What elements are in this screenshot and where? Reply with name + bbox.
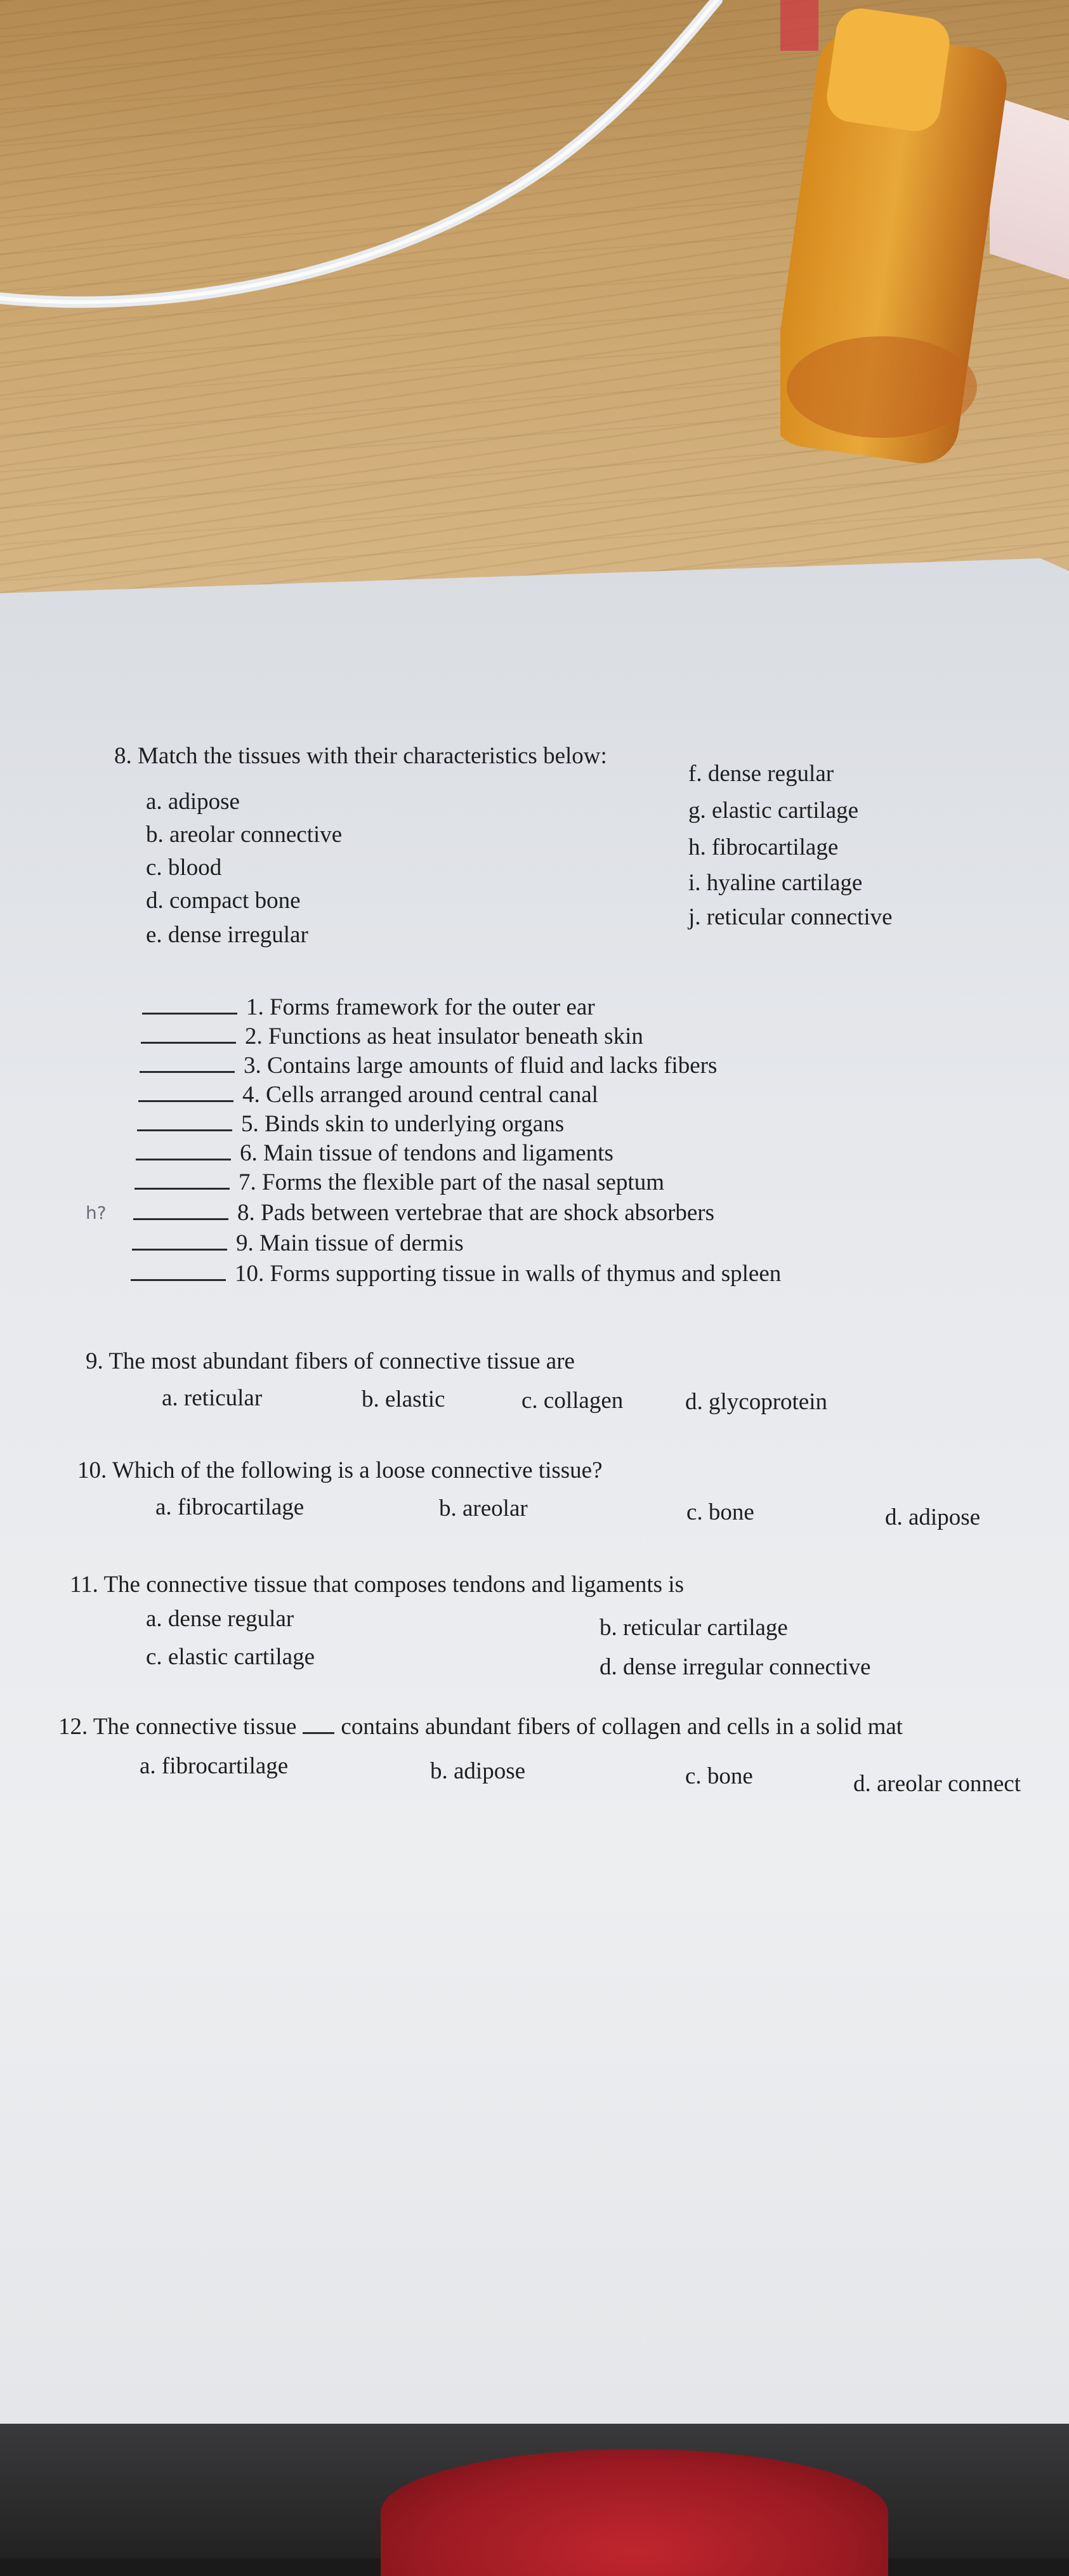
q8-statement: 4. Cells arranged around central canal [138,1081,598,1109]
q8-right-option: g. elastic cartilage [688,798,859,824]
q8-right-option: h. fibrocartilage [688,834,839,860]
answer-blank[interactable] [134,1169,230,1190]
q11-option[interactable]: a. dense regular [146,1606,294,1632]
q8-right-option: i. hyaline cartilage [688,870,863,896]
answer-blank[interactable] [131,1260,226,1281]
q11-option[interactable]: c. elastic cartilage [146,1644,315,1670]
q8-statement: 6. Main tissue of tendons and ligaments [136,1140,613,1167]
q10-option[interactable]: d. adipose [885,1504,981,1530]
answer-blank[interactable] [303,1714,334,1734]
q12-option[interactable]: b. adipose [430,1758,526,1784]
q9-option[interactable]: b. elastic [362,1386,445,1412]
q8-statement: 10. Forms supporting tissue in walls of thymus and spleen [131,1260,781,1288]
q8-statement: 2. Functions as heat insulator beneath skin [141,1023,643,1051]
q9-option[interactable]: a. reticular [162,1385,263,1411]
q10-stem: 10. Which of the following is a loose connective tissue? [77,1457,603,1483]
q8-left-option: e. dense irregular [146,922,308,948]
q10-option[interactable]: b. areolar [439,1495,528,1521]
answer-blank[interactable] [140,1052,235,1073]
q8-left-option: c. blood [146,855,222,881]
q8-statement: 7. Forms the flexible part of the nasal septum [134,1169,664,1197]
q8-right-option: j. reticular connective [688,904,893,930]
q11-option[interactable]: d. dense irregular connective [600,1654,871,1680]
pencil-note: h? [86,1202,107,1223]
q12-option[interactable]: c. bone [685,1763,753,1789]
q8-statement: 1. Forms framework for the outer ear [142,994,595,1022]
answer-blank[interactable] [136,1140,231,1160]
q12-option[interactable]: d. areolar connect [853,1771,1021,1797]
q8-right-option: f. dense regular [688,761,834,787]
q8-left-option: d. compact bone [146,888,301,914]
answer-blank[interactable] [138,1081,233,1102]
q8-statement: 8. Pads between vertebrae that are shock absorbers [133,1199,714,1227]
q12-option[interactable]: a. fibrocartilage [140,1753,289,1779]
q8-stem: 8. Match the tissues with their characteristics below: [114,743,607,769]
q11-stem: 11. The connective tissue that composes tendons and ligaments is [70,1572,684,1598]
q9-option[interactable]: d. glycoprotein [685,1389,828,1415]
q9-stem: 9. The most abundant fibers of connective tissue are [86,1348,575,1374]
answer-blank[interactable] [137,1110,232,1131]
q10-option[interactable]: c. bone [686,1499,754,1525]
q8-statement: 9. Main tissue of dermis [132,1230,464,1258]
answer-blank[interactable] [142,994,237,1015]
answer-blank[interactable] [141,1023,236,1044]
q11-option[interactable]: b. reticular cartilage [600,1615,788,1641]
answer-blank[interactable] [132,1230,227,1251]
q12-stem: 12. The connective tissue contains abundant fibers of collagen and cells in a solid mat [58,1714,903,1740]
q9-option[interactable]: c. collagen [521,1388,624,1414]
q8-left-option: a. adipose [146,789,240,815]
q8-left-option: b. areolar connective [146,822,343,848]
q10-option[interactable]: a. fibrocartilage [155,1494,305,1520]
q8-statement: 3. Contains large amounts of fluid and lacks fibers [140,1052,717,1080]
q8-statement: 5. Binds skin to underlying organs [137,1110,564,1138]
answer-blank[interactable] [133,1199,228,1220]
